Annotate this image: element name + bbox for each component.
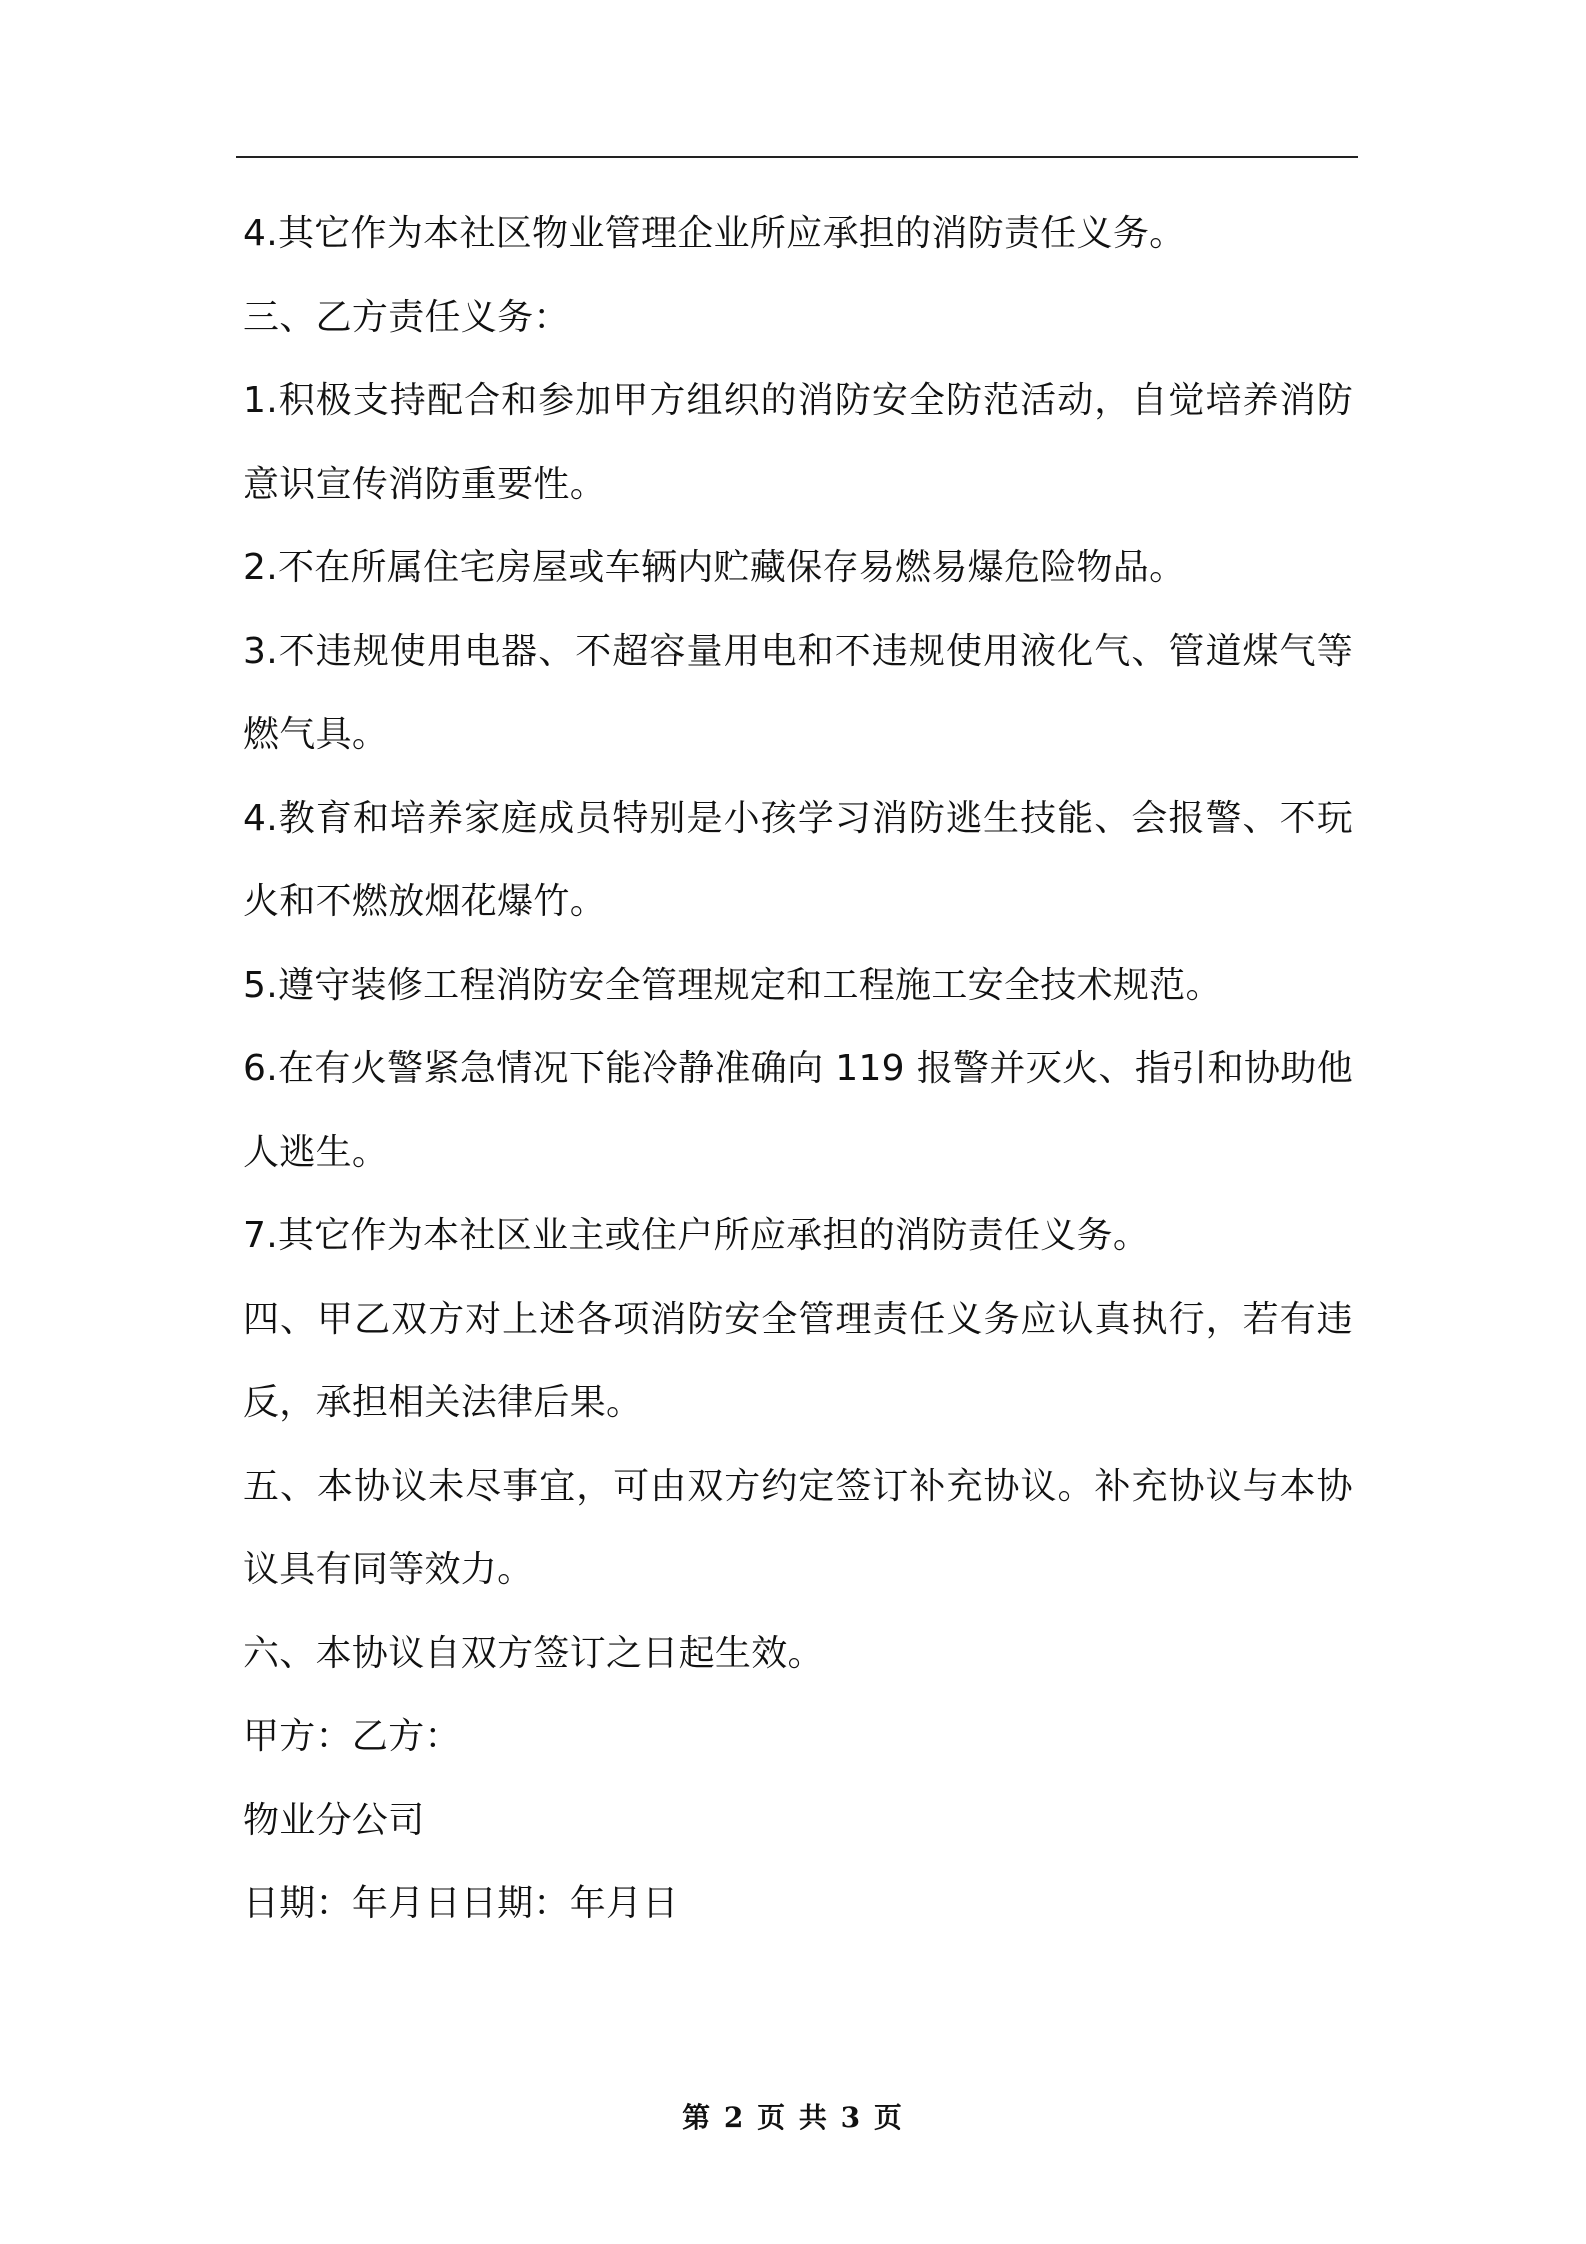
paragraph-party-b-7: 7.其它作为本社区业主或住户所应承担的消防责任义务。 (243, 1215, 1150, 1256)
signature-parties: 甲方：乙方： (243, 1716, 461, 1757)
paragraph-party-b-5: 5.遵守装修工程消防安全管理规定和工程施工安全技术规范。 (243, 964, 1222, 1006)
section-heading-party-b: 三、乙方责任义务： (243, 296, 570, 338)
paragraph-party-b-3: 3.不违规使用电器、不超容量用电和不违规使用液化气、管道煤气等燃气具。 (243, 630, 1353, 755)
header-rule (236, 156, 1358, 158)
signature-company: 物业分公司 (243, 1799, 425, 1841)
paragraph-party-b-4: 4.教育和培养家庭成员特别是小孩学习消防逃生技能、会报警、不玩火和不燃放烟花爆竹。 (243, 797, 1353, 922)
page-number-footer: 第 2 页 共 3 页 (682, 2101, 904, 2134)
section-four: 四、甲乙双方对上述各项消防安全管理责任义务应认真执行，若有违反，承担相关法律后果。 (243, 1298, 1353, 1423)
paragraph-party-b-1: 1.积极支持配合和参加甲方组织的消防安全防范活动，自觉培养消防意识宣传消防重要性。 (243, 380, 1353, 505)
document-body (243, 192, 1353, 1946)
section-five: 五、本协议未尽事宜，可由双方约定签订补充协议。补充协议与本协议具有同等效力。 (243, 1465, 1353, 1590)
paragraph-clause-4-property: 4.其它作为本社区物业管理企业所应承担的消防责任义务。 (243, 213, 1186, 254)
section-six: 六、本协议自双方签订之日起生效。 (243, 1632, 824, 1674)
signature-dates: 日期：年月日日期：年月日 (243, 1883, 679, 1924)
paragraph-party-b-2: 2.不在所属住宅房屋或车辆内贮藏保存易燃易爆危险物品。 (243, 547, 1186, 588)
paragraph-party-b-6: 6.在有火警紧急情况下能冷静准确向 119 报警并灭火、指引和协助他人逃生。 (243, 1048, 1353, 1173)
